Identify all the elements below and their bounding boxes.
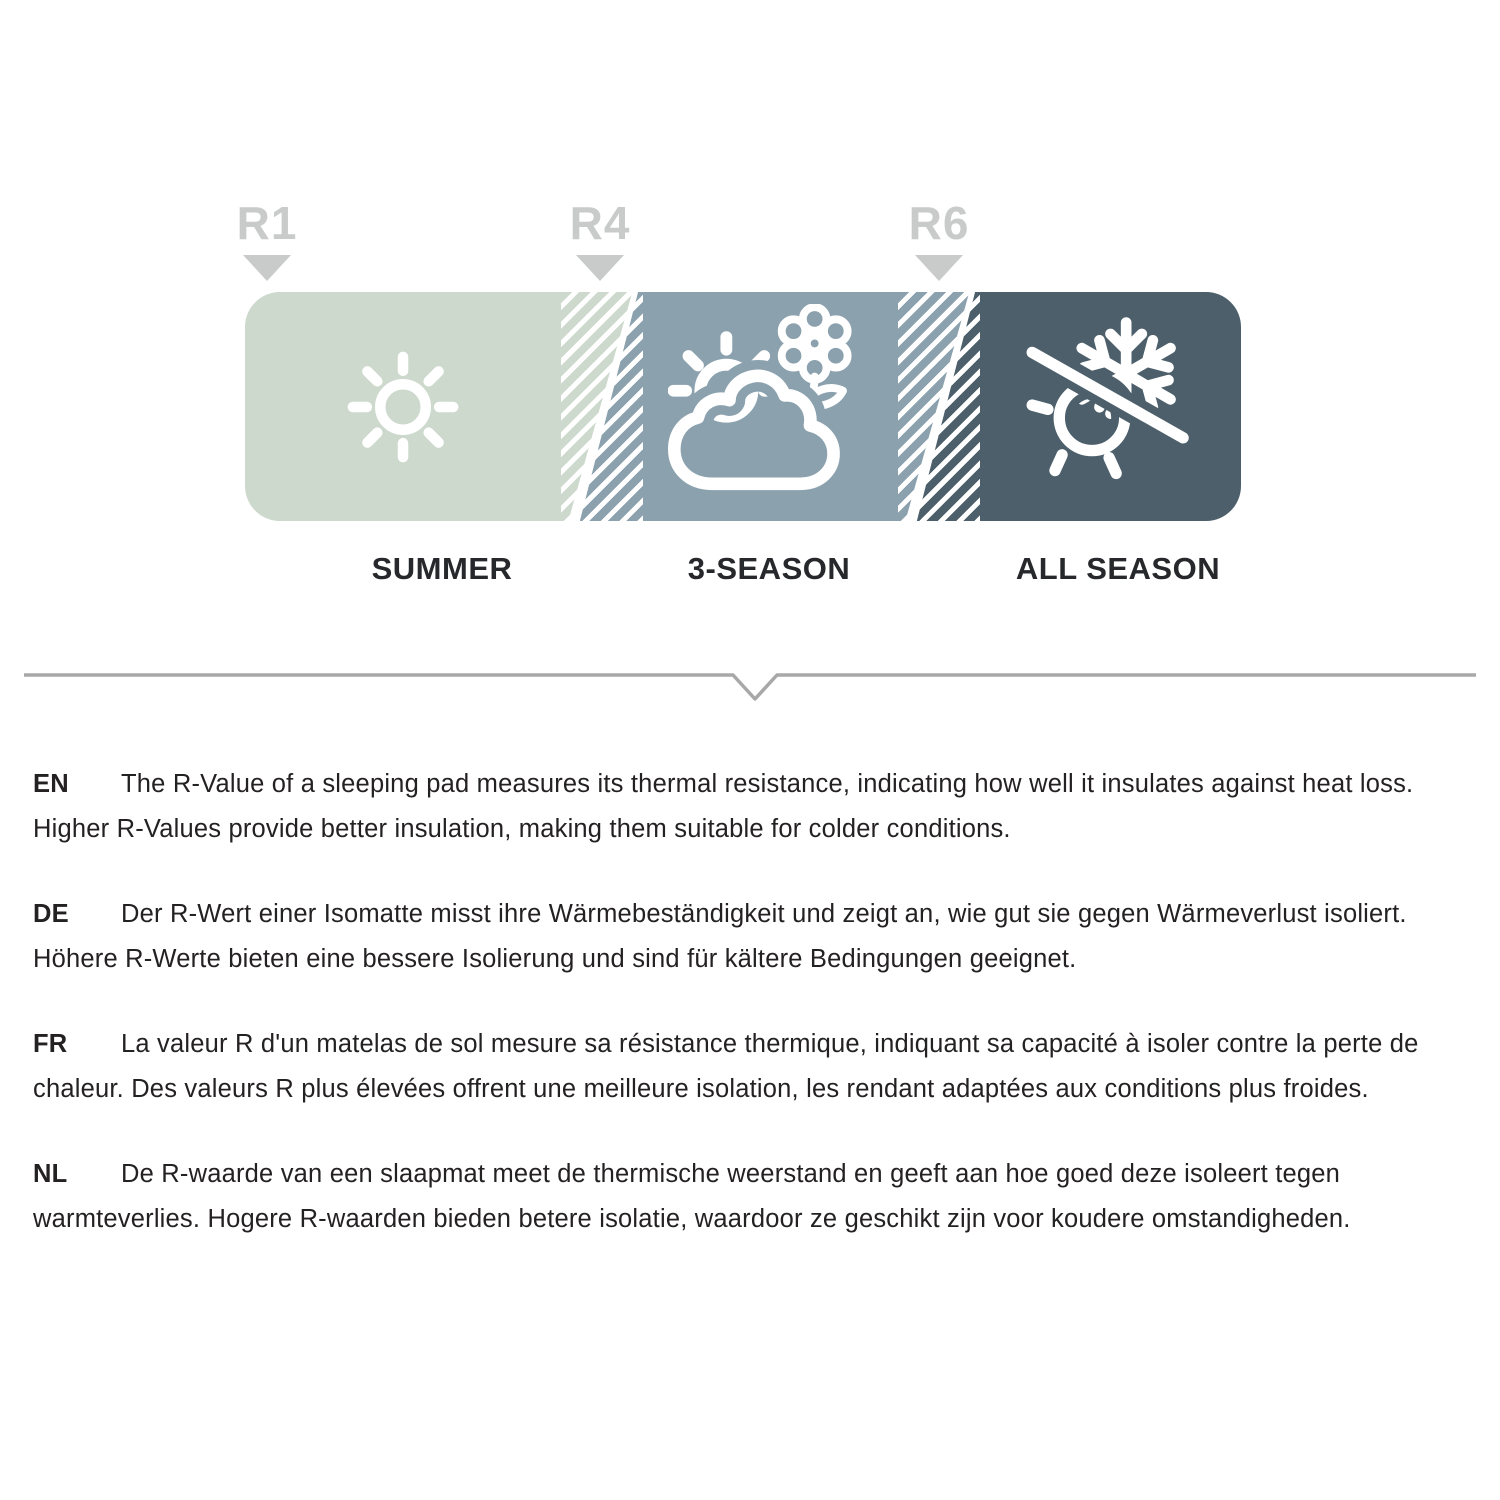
description-fr bbox=[33, 1022, 1471, 1112]
marker-r4 bbox=[540, 197, 660, 281]
description-nl bbox=[33, 1152, 1471, 1242]
arrow-down-icon bbox=[915, 255, 963, 281]
arrow-down-icon bbox=[243, 255, 291, 281]
description-de bbox=[33, 892, 1471, 982]
arrow-down-icon bbox=[576, 255, 624, 281]
r-value-scale-bar bbox=[245, 292, 1241, 521]
sun-cloud-flower-icon bbox=[668, 304, 873, 509]
lang-label-fr: FR bbox=[33, 1030, 68, 1058]
lang-label-nl: NL bbox=[33, 1160, 68, 1188]
description-en-text: The R-Value of a sleeping pad measures its thermal resistance, indicating how well it insulates against heat loss. Higher R-Values provide better insulation, making them suitable for colder conditions. bbox=[33, 770, 1414, 843]
transition-summer-3season bbox=[561, 292, 643, 521]
lang-label-de: DE bbox=[33, 900, 69, 928]
lang-label-en: EN bbox=[33, 770, 69, 798]
divider-chevron-icon bbox=[22, 671, 1478, 705]
segment-label-3season: 3-SEASON bbox=[687, 551, 851, 586]
segment-allseason bbox=[980, 292, 1241, 521]
marker-r1-label: R1 bbox=[236, 197, 298, 249]
marker-r1 bbox=[207, 197, 327, 281]
description-fr-text: La valeur R d'un matelas de sol mesure sa résistance thermique, indiquant sa capacité à isoler contre la perte de chaleur. Des valeurs R plus élevées offrent une meilleure isolation, les rendant adaptées aux conditions plus froides. bbox=[33, 1030, 1419, 1103]
marker-r4-label: R4 bbox=[569, 197, 631, 249]
description-nl-text: De R-waarde van een slaapmat meet de thermische weerstand en geeft aan hoe goed deze isoleert tegen warmteverlies. Hogere R-waarden bieden betere isolatie, waardoor ze geschikt zijn voor koudere omstandigheden. bbox=[33, 1160, 1351, 1233]
segment-label-summer: SUMMER bbox=[371, 551, 513, 586]
description-de-text: Der R-Wert einer Isomatte misst ihre Wärmebeständigkeit und zeigt an, wie gut sie gegen Wärmeverlust isoliert. Höhere R-Werte bieten eine bessere Isolierung und sind für kältere Bedingungen geeignet. bbox=[33, 900, 1407, 973]
sun-snowflake-crossed-icon bbox=[1018, 314, 1203, 499]
description-en bbox=[33, 762, 1471, 852]
segment-label-allseason: ALL SEASON bbox=[1015, 551, 1221, 586]
sun-icon bbox=[333, 337, 473, 477]
segment-3season bbox=[643, 292, 898, 521]
description-section bbox=[33, 762, 1471, 1282]
marker-r6 bbox=[879, 197, 999, 281]
segment-summer bbox=[245, 292, 561, 521]
marker-r6-label: R6 bbox=[908, 197, 970, 249]
transition-3season-allseason bbox=[898, 292, 980, 521]
